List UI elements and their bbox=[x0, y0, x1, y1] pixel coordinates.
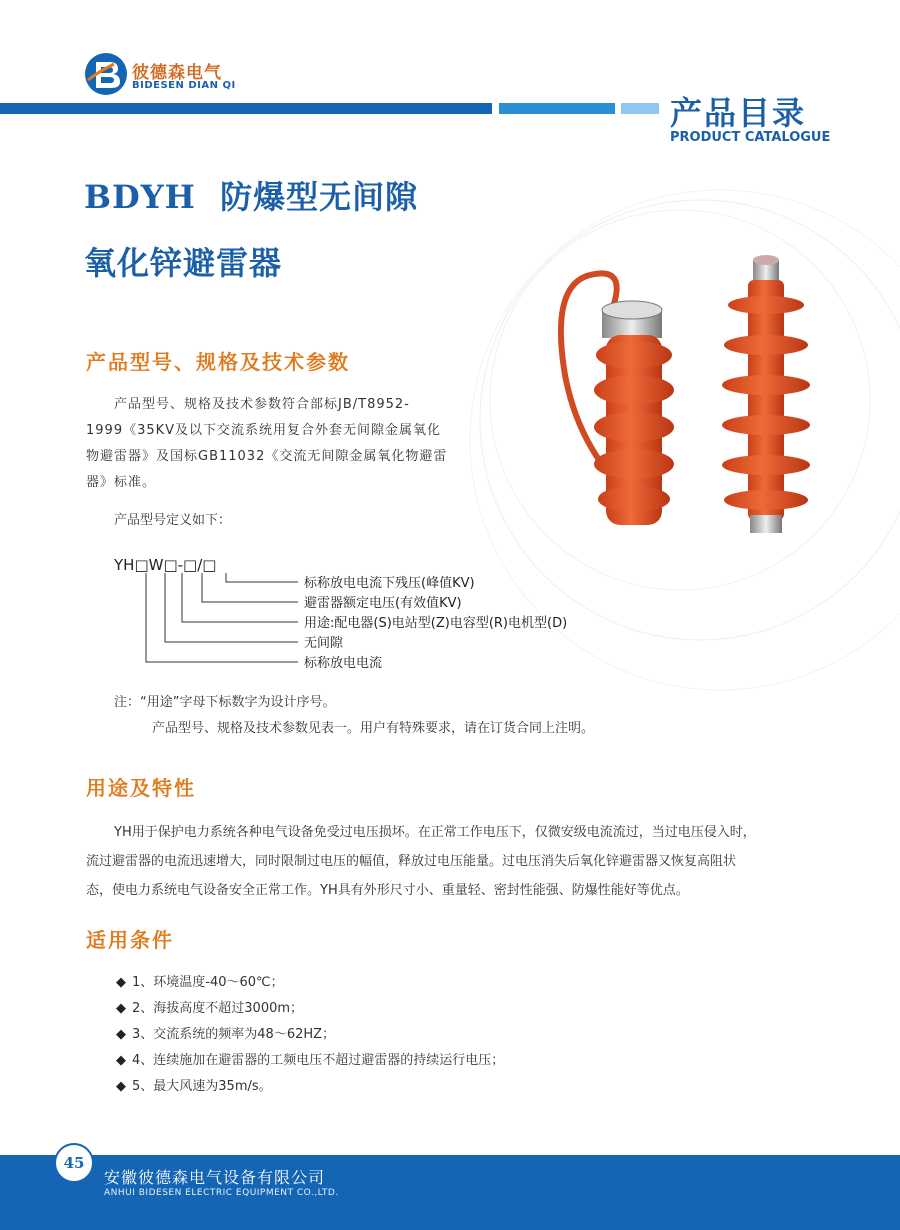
catalog-title-en: PRODUCT CATALOGUE bbox=[670, 130, 831, 145]
legend-item: 用途:配电器(S)电站型(Z)电容型(R)电机型(D) bbox=[304, 616, 568, 631]
catalog-title-cn: 产品目录 bbox=[670, 94, 807, 132]
model-code: YH□W□-□/□ bbox=[114, 556, 217, 574]
list-item bbox=[116, 970, 504, 996]
legend-item: 标称放电电流 bbox=[304, 656, 383, 671]
spec-line: 产品型号、规格及技术参数符合部标JB/T8952- bbox=[114, 397, 410, 412]
diamond-bullet-icon: ◆ bbox=[116, 975, 126, 990]
model-definition-label: 产品型号定义如下： bbox=[114, 513, 232, 528]
model-legend bbox=[304, 574, 567, 674]
condition-text: 4、连续施加在避雷器的工频电压不超过避雷器的持续运行电压； bbox=[132, 1053, 505, 1068]
diamond-bullet-icon: ◆ bbox=[116, 1001, 126, 1016]
brand-name-en: BIDESEN DIAN QI bbox=[132, 80, 236, 91]
spec-paragraph bbox=[86, 392, 466, 496]
footer-company-cn: 安徽彼德森电气设备有限公司 bbox=[104, 1168, 326, 1187]
legend-item: 标称放电电流下残压(峰值KV) bbox=[304, 576, 475, 591]
condition-text: 2、海拔高度不超过3000m； bbox=[132, 1001, 304, 1016]
arrester-product-image bbox=[470, 205, 900, 625]
product-title-line1: BDYH 防爆型无间隙 bbox=[84, 178, 419, 216]
list-item bbox=[116, 1074, 504, 1100]
condition-text: 1、环境温度-40～60℃； bbox=[132, 975, 284, 990]
diamond-bullet-icon: ◆ bbox=[116, 1053, 126, 1068]
section-heading-usage: 用途及特性 bbox=[86, 776, 196, 800]
brand-name-cn: 彼德森电气 bbox=[132, 63, 222, 83]
spec-line: 物避雷器》及国标GB11032《交流无间隙金属氧化物避雷 bbox=[86, 449, 448, 464]
section-heading-specs: 产品型号、规格及技术参数 bbox=[86, 350, 350, 374]
spec-line: 1999《35KV及以下交流系统用复合外套无间隙金属氧化 bbox=[86, 423, 442, 438]
spec-line: 器》标准。 bbox=[86, 475, 157, 490]
conditions-list bbox=[116, 970, 504, 1100]
usage-line: YH用于保护电力系统各种电气设备免受过电压损坏。在正常工作电压下，仅微安级电流流过，当过电压侵入时， bbox=[114, 825, 756, 840]
legend-item: 无间隙 bbox=[304, 636, 344, 651]
condition-text: 5、最大风速为35m/s。 bbox=[132, 1079, 272, 1094]
note-line-1: 注：“用途”字母下标数字为设计序号。 bbox=[114, 695, 336, 710]
usage-line: 态，使电力系统电气设备安全正常工作。YH具有外形尺寸小、重量轻、密封性能强、防爆性能好等优点。 bbox=[86, 883, 689, 898]
note-line-2: 产品型号、规格及技术参数见表一。用户有特殊要求，请在订货合同上注明。 bbox=[152, 721, 595, 736]
condition-text: 3、交流系统的频率为48～62HZ； bbox=[132, 1027, 336, 1042]
brand-logo-icon bbox=[84, 52, 128, 96]
list-item bbox=[116, 1048, 504, 1074]
page-number: 45 bbox=[54, 1143, 94, 1183]
header-bar bbox=[0, 103, 492, 114]
list-item bbox=[116, 996, 504, 1022]
diamond-bullet-icon: ◆ bbox=[116, 1027, 126, 1042]
header-bar-light bbox=[621, 103, 659, 114]
diamond-bullet-icon: ◆ bbox=[116, 1079, 126, 1094]
header-bar-accent bbox=[499, 103, 615, 114]
product-title-line2: 氧化锌避雷器 bbox=[84, 244, 283, 282]
usage-line: 流过避雷器的电流迅速增大，同时限制过电压的幅值，释放过电压能量。过电压消失后氧化锌避雷器又恢复高阻状 bbox=[86, 854, 737, 869]
footer-company-en: ANHUI BIDESEN ELECTRIC EQUIPMENT CO.,LTD. bbox=[104, 1188, 339, 1198]
section-heading-conditions: 适用条件 bbox=[86, 928, 174, 952]
usage-paragraph bbox=[86, 818, 826, 905]
legend-item: 避雷器额定电压(有效值KV) bbox=[304, 596, 462, 611]
list-item bbox=[116, 1022, 504, 1048]
